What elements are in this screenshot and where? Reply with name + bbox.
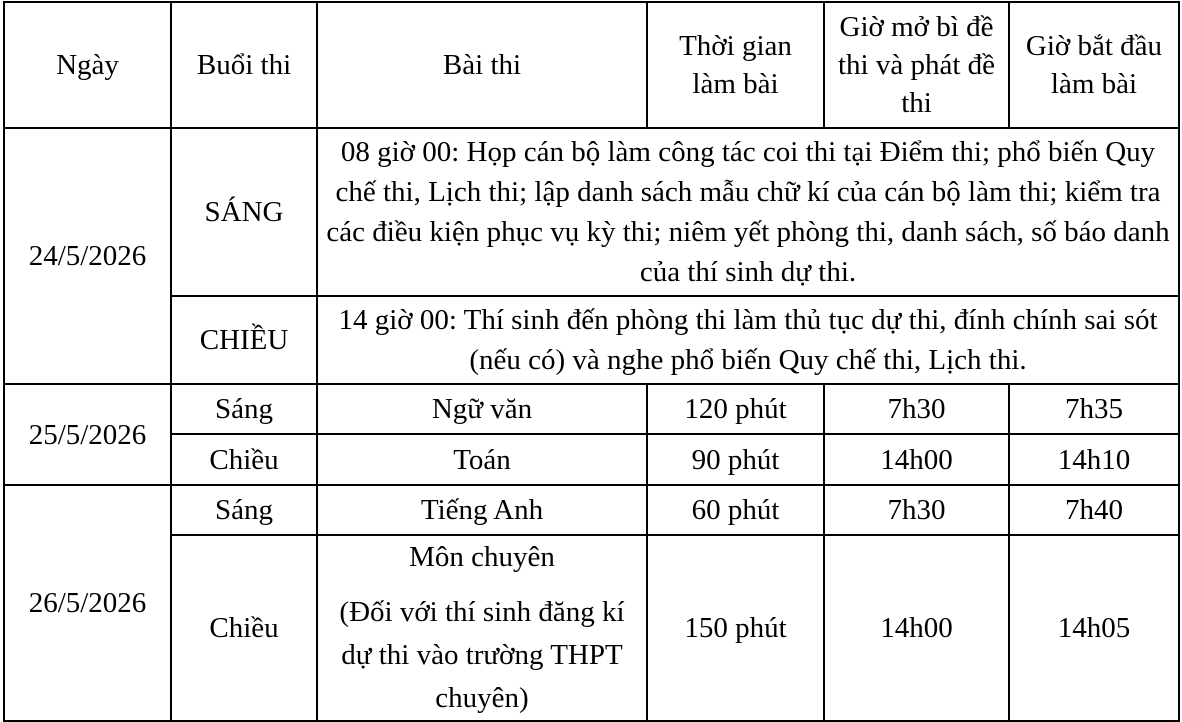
duration-cell: 120 phút — [647, 384, 824, 434]
table-row — [4, 535, 1179, 721]
open-time-cell: 7h30 — [824, 384, 1009, 434]
open-time-cell: 14h00 — [824, 434, 1009, 485]
session-cell: Chiều — [171, 434, 317, 485]
header-thoi-gian: Thời gian làm bài — [647, 2, 824, 128]
session-cell: CHIỀU — [171, 296, 317, 384]
subject-cell: Toán — [317, 434, 647, 485]
note-cell: 14 giờ 00: Thí sinh đến phòng thi làm thủ tục dự thi, đính chính sai sót (nếu có) và nghe phổ biến Quy chế thi, Lịch thi. — [317, 296, 1179, 384]
session-cell: SÁNG — [171, 128, 317, 296]
note-cell: 08 giờ 00: Họp cán bộ làm công tác coi thi tại Điểm thi; phổ biến Quy chế thi, Lịch thi; lập danh sách mẫu chữ kí của cán bộ làm thi; kiểm tra các điều kiện phục vụ kỳ thi; niêm yết phòng thi, danh sách, số báo danh của thí sinh dự thi. — [317, 128, 1179, 296]
exam-schedule-table — [3, 1, 1180, 722]
session-cell: Sáng — [171, 485, 317, 535]
header-bai-thi: Bài thi — [317, 2, 647, 128]
header-gio-mo-bi: Giờ mở bì đề thi và phát đề thi — [824, 2, 1009, 128]
open-time-cell: 14h00 — [824, 535, 1009, 721]
subject-name: Môn chuyên — [409, 541, 555, 573]
subject-cell — [317, 535, 647, 721]
start-time-cell: 7h40 — [1009, 485, 1179, 535]
table-row — [4, 384, 1179, 434]
start-time-cell: 14h10 — [1009, 434, 1179, 485]
open-time-cell: 7h30 — [824, 485, 1009, 535]
duration-cell: 90 phút — [647, 434, 824, 485]
header-row — [4, 2, 1179, 128]
date-cell: 26/5/2026 — [4, 485, 171, 721]
header-ngay: Ngày — [4, 2, 171, 128]
subject-cell: Tiếng Anh — [317, 485, 647, 535]
duration-cell: 150 phút — [647, 535, 824, 721]
date-cell: 24/5/2026 — [4, 128, 171, 384]
session-cell: Sáng — [171, 384, 317, 434]
table-row — [4, 434, 1179, 485]
table-row — [4, 296, 1179, 384]
session-cell: Chiều — [171, 535, 317, 721]
start-time-cell: 14h05 — [1009, 535, 1179, 721]
header-buoi-thi: Buổi thi — [171, 2, 317, 128]
subject-note: (Đối với thí sinh đăng kí dự thi vào trường THPT chuyên) — [339, 596, 625, 714]
duration-cell: 60 phút — [647, 485, 824, 535]
subject-cell: Ngữ văn — [317, 384, 647, 434]
start-time-cell: 7h35 — [1009, 384, 1179, 434]
table-row — [4, 485, 1179, 535]
date-cell: 25/5/2026 — [4, 384, 171, 485]
header-gio-bat-dau: Giờ bắt đầu làm bài — [1009, 2, 1179, 128]
table-row — [4, 128, 1179, 296]
